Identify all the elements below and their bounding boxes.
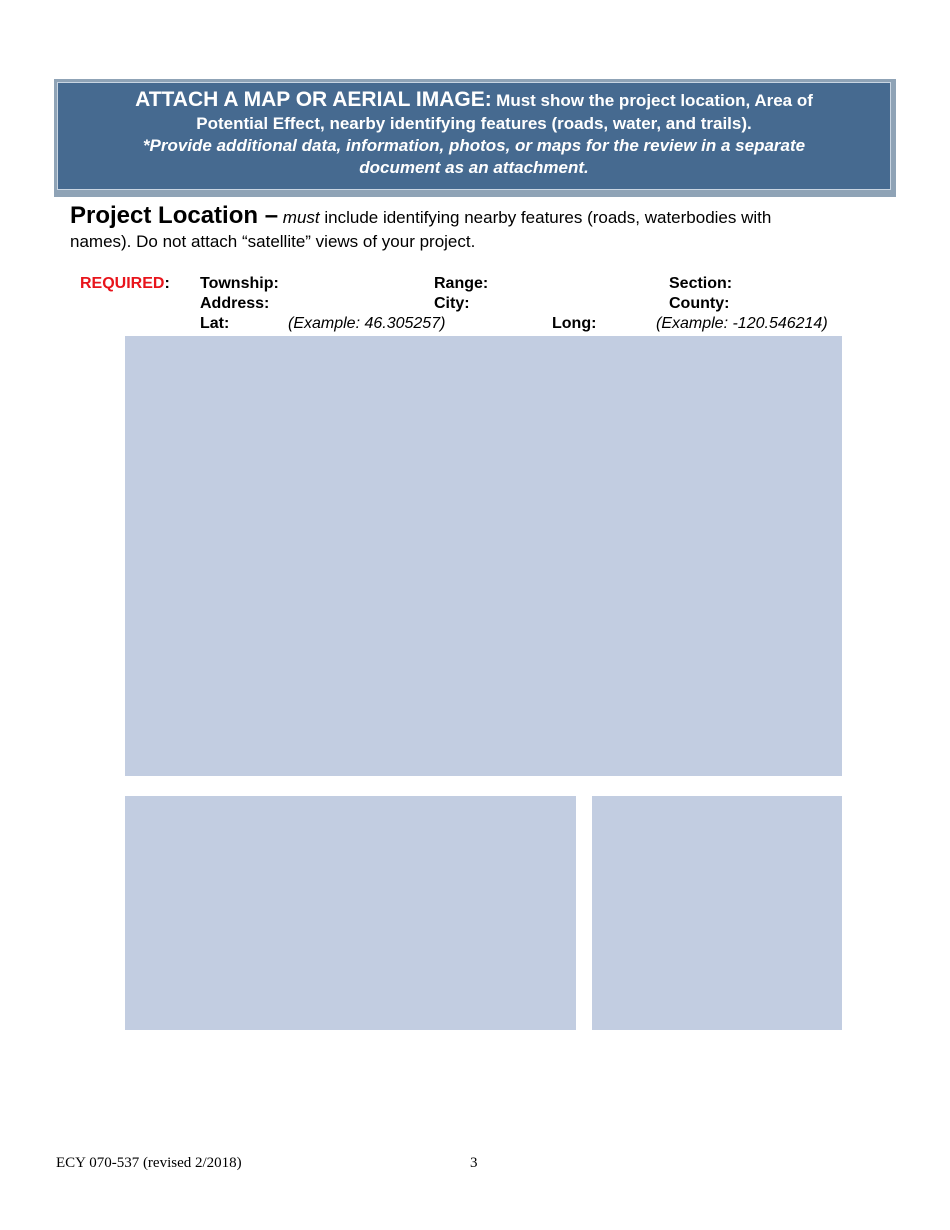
required-colon: : [164,275,170,292]
instruction-banner-body [57,82,891,190]
banner-note-line-2: document as an attachment. [359,158,589,177]
range-label: Range: [434,275,489,292]
city-label: City: [434,295,470,312]
required-word: REQUIRED [80,275,165,292]
banner-title: ATTACH A MAP OR AERIAL IMAGE: [135,88,492,111]
banner-line-1 [135,89,813,113]
long-example: (Example: -120.546214) [656,315,828,332]
secondary-map-area[interactable] [125,796,576,1030]
required-label [80,274,170,294]
project-location-text-1: include identifying nearby features (roads, waterbodies with [324,208,772,227]
banner-subtitle-line-2: Potential Effect, nearby identifying features (roads, water, and trails). [196,114,752,133]
project-location-must: must [282,208,320,227]
banner-note-line-1: *Provide additional data, information, photos, or maps for the review in a separate [142,136,806,155]
instruction-banner [54,79,896,197]
project-location-text-2: names). Do not attach “satellite” views of your project. [70,232,476,251]
lat-example: (Example: 46.305257) [288,315,446,332]
footer-page-number: 3 [470,1155,478,1171]
footer-form-id: ECY 070-537 (revised 2/2018) [56,1155,242,1171]
main-map-area[interactable] [125,336,842,776]
county-label: County: [669,295,730,312]
section-label: Section: [669,275,733,292]
project-location-title: Project Location – [70,202,279,229]
township-label: Township: [200,275,279,292]
tertiary-map-area[interactable] [592,796,842,1030]
banner-subtitle: Must show the project location, Area of [496,91,813,110]
address-label: Address: [200,295,270,312]
long-label: Long: [552,315,597,332]
lat-label: Lat: [200,315,230,332]
project-location-heading [70,204,870,254]
